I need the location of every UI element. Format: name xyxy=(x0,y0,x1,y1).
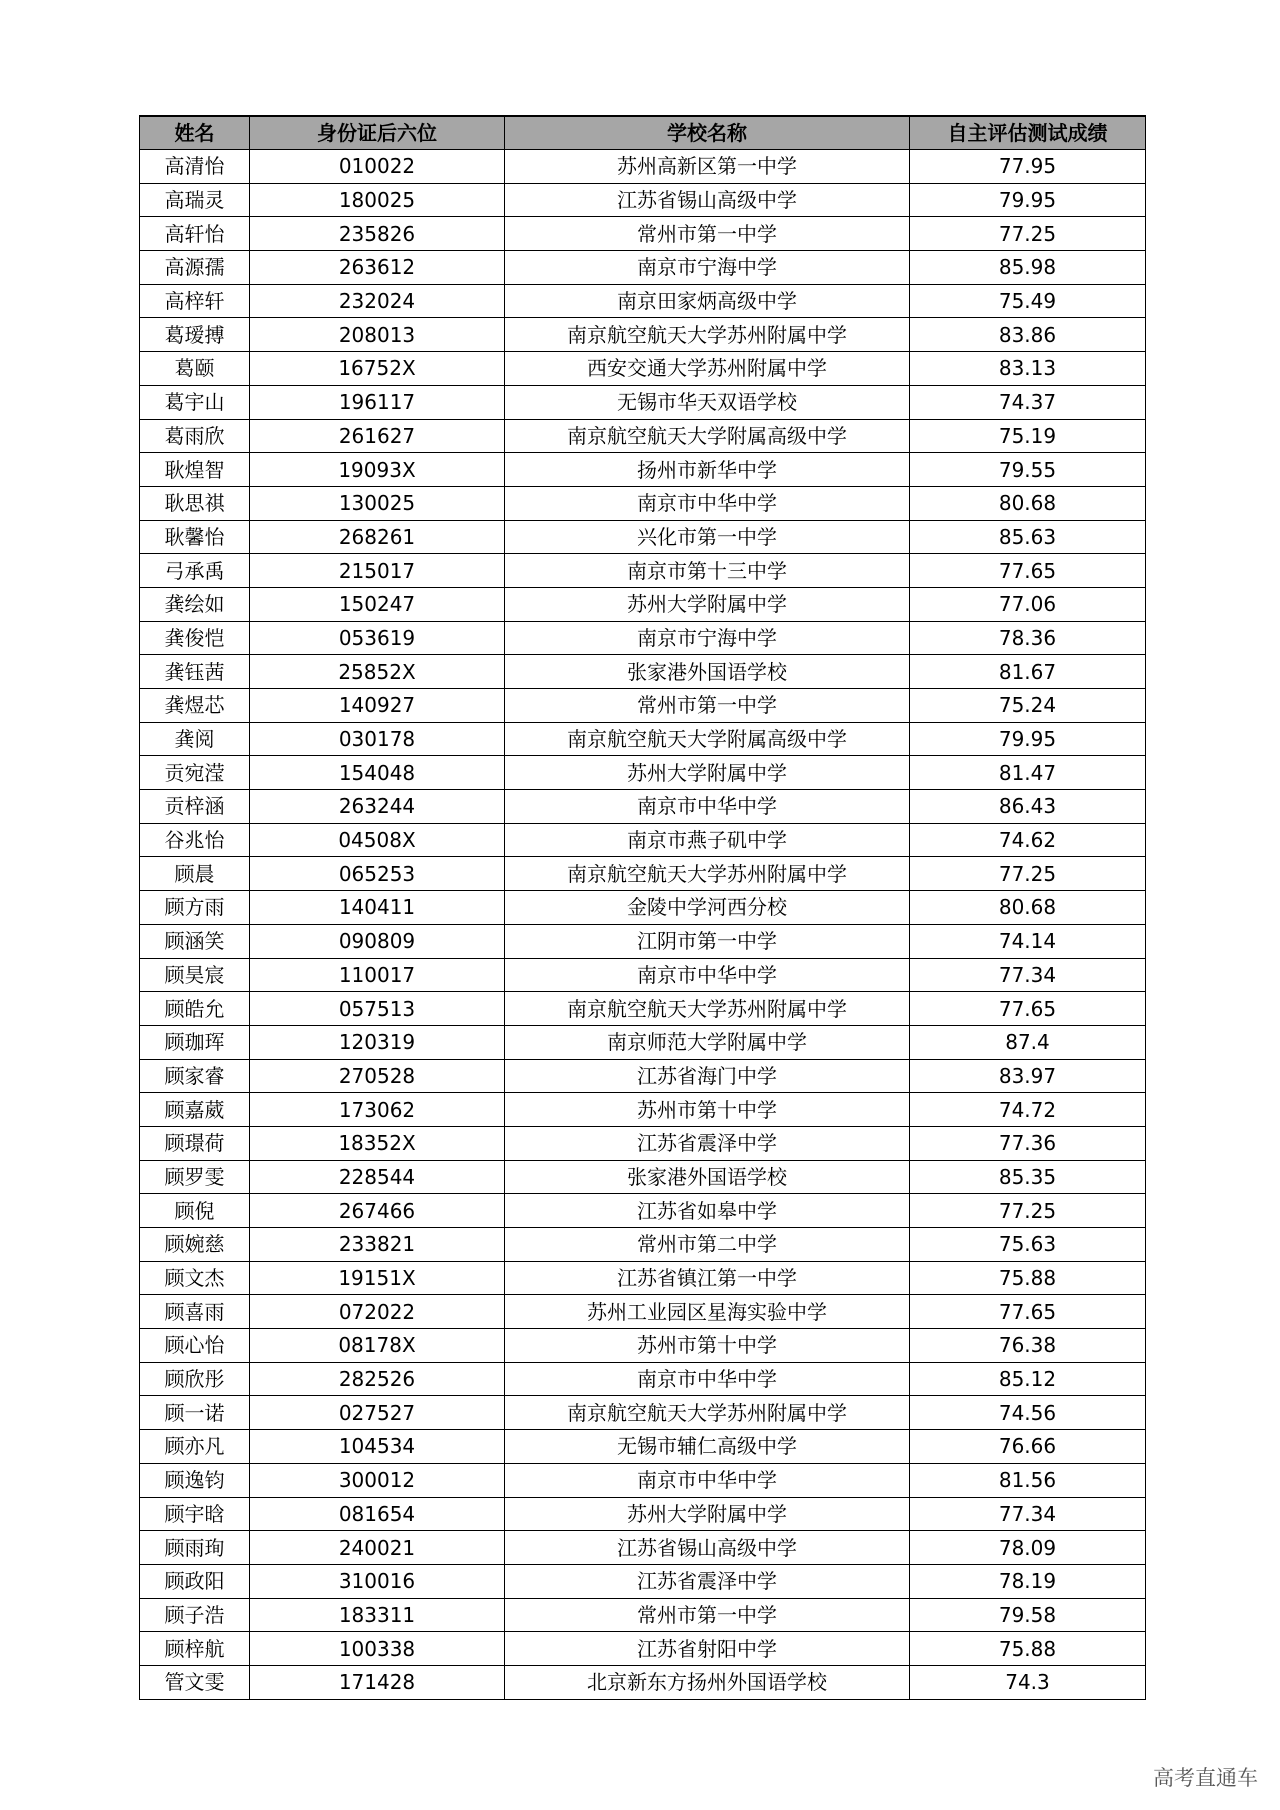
table-row xyxy=(140,790,1146,824)
table-row xyxy=(140,1665,1146,1699)
table-row xyxy=(140,1497,1146,1531)
cell-school: 苏州市第十中学 xyxy=(505,1093,910,1127)
cell-id-last-six: 081654 xyxy=(250,1497,505,1531)
table-row xyxy=(140,1025,1146,1059)
cell-school: 兴化市第一中学 xyxy=(505,520,910,554)
cell-name: 耿思祺 xyxy=(140,486,250,520)
cell-name: 高瑞灵 xyxy=(140,183,250,217)
table-row xyxy=(140,689,1146,723)
cell-school: 南京市宁海中学 xyxy=(505,251,910,285)
cell-score: 77.25 xyxy=(910,217,1146,251)
cell-id-last-six: 072022 xyxy=(250,1295,505,1329)
table-row xyxy=(140,1463,1146,1497)
cell-id-last-six: 267466 xyxy=(250,1194,505,1228)
cell-id-last-six: 171428 xyxy=(250,1665,505,1699)
table-row xyxy=(140,1430,1146,1464)
cell-score: 77.06 xyxy=(910,587,1146,621)
cell-school: 南京市中华中学 xyxy=(505,958,910,992)
cell-school: 南京市第十三中学 xyxy=(505,554,910,588)
cell-name: 高清怡 xyxy=(140,150,250,184)
cell-school: 江苏省锡山高级中学 xyxy=(505,1531,910,1565)
cell-score: 77.65 xyxy=(910,554,1146,588)
cell-score: 79.58 xyxy=(910,1598,1146,1632)
cell-school: 苏州市第十中学 xyxy=(505,1329,910,1363)
cell-id-last-six: 228544 xyxy=(250,1160,505,1194)
cell-name: 顾珈珲 xyxy=(140,1025,250,1059)
cell-school: 江苏省锡山高级中学 xyxy=(505,183,910,217)
cell-score: 77.95 xyxy=(910,150,1146,184)
cell-school: 江苏省如皋中学 xyxy=(505,1194,910,1228)
cell-name: 顾倪 xyxy=(140,1194,250,1228)
cell-score: 77.34 xyxy=(910,1497,1146,1531)
cell-score: 76.66 xyxy=(910,1430,1146,1464)
cell-name: 顾一诺 xyxy=(140,1396,250,1430)
cell-score: 74.62 xyxy=(910,823,1146,857)
cell-name: 顾逸钧 xyxy=(140,1463,250,1497)
cell-school: 南京航空航天大学附属高级中学 xyxy=(505,419,910,453)
cell-school: 常州市第一中学 xyxy=(505,1598,910,1632)
cell-score: 75.49 xyxy=(910,284,1146,318)
table-row xyxy=(140,587,1146,621)
table-row xyxy=(140,823,1146,857)
cell-school: 苏州大学附属中学 xyxy=(505,756,910,790)
cell-id-last-six: 140927 xyxy=(250,689,505,723)
cell-id-last-six: 090809 xyxy=(250,924,505,958)
cell-id-last-six: 140411 xyxy=(250,891,505,925)
cell-score: 79.95 xyxy=(910,722,1146,756)
table-row xyxy=(140,486,1146,520)
cell-score: 74.37 xyxy=(910,385,1146,419)
cell-id-last-six: 04508X xyxy=(250,823,505,857)
cell-name: 顾涵笑 xyxy=(140,924,250,958)
cell-id-last-six: 104534 xyxy=(250,1430,505,1464)
cell-name: 龚俊恺 xyxy=(140,621,250,655)
cell-id-last-six: 232024 xyxy=(250,284,505,318)
table-row xyxy=(140,318,1146,352)
cell-school: 南京田家炳高级中学 xyxy=(505,284,910,318)
cell-school: 南京航空航天大学苏州附属中学 xyxy=(505,992,910,1026)
cell-score: 80.68 xyxy=(910,486,1146,520)
cell-name: 顾罗雯 xyxy=(140,1160,250,1194)
table-row xyxy=(140,1598,1146,1632)
cell-school: 南京市燕子矶中学 xyxy=(505,823,910,857)
table-row xyxy=(140,352,1146,386)
cell-score: 81.47 xyxy=(910,756,1146,790)
table-row xyxy=(140,385,1146,419)
cell-name: 顾皓允 xyxy=(140,992,250,1026)
cell-id-last-six: 263244 xyxy=(250,790,505,824)
cell-school: 南京市中华中学 xyxy=(505,1362,910,1396)
table-row xyxy=(140,217,1146,251)
cell-name: 龚煜芯 xyxy=(140,689,250,723)
cell-score: 75.63 xyxy=(910,1228,1146,1262)
table-body xyxy=(140,150,1146,1700)
cell-name: 顾晨 xyxy=(140,857,250,891)
cell-name: 耿馨怡 xyxy=(140,520,250,554)
cell-id-last-six: 100338 xyxy=(250,1632,505,1666)
cell-school: 苏州大学附属中学 xyxy=(505,1497,910,1531)
table-row xyxy=(140,1632,1146,1666)
header-id-last-six: 身份证后六位 xyxy=(250,116,505,150)
cell-score: 77.34 xyxy=(910,958,1146,992)
cell-id-last-six: 310016 xyxy=(250,1564,505,1598)
cell-name: 谷兆怡 xyxy=(140,823,250,857)
header-school: 学校名称 xyxy=(505,116,910,150)
table-row xyxy=(140,655,1146,689)
table-row xyxy=(140,251,1146,285)
cell-id-last-six: 240021 xyxy=(250,1531,505,1565)
cell-id-last-six: 196117 xyxy=(250,385,505,419)
cell-school: 江苏省射阳中学 xyxy=(505,1632,910,1666)
table-row xyxy=(140,1396,1146,1430)
cell-score: 85.63 xyxy=(910,520,1146,554)
cell-id-last-six: 057513 xyxy=(250,992,505,1026)
cell-school: 江苏省震泽中学 xyxy=(505,1564,910,1598)
cell-name: 顾心怡 xyxy=(140,1329,250,1363)
cell-id-last-six: 183311 xyxy=(250,1598,505,1632)
cell-score: 85.98 xyxy=(910,251,1146,285)
cell-score: 87.4 xyxy=(910,1025,1146,1059)
cell-score: 75.88 xyxy=(910,1261,1146,1295)
cell-id-last-six: 19151X xyxy=(250,1261,505,1295)
cell-school: 江苏省震泽中学 xyxy=(505,1126,910,1160)
table-row xyxy=(140,1059,1146,1093)
cell-school: 常州市第一中学 xyxy=(505,689,910,723)
table-row xyxy=(140,1295,1146,1329)
cell-school: 张家港外国语学校 xyxy=(505,655,910,689)
table-row xyxy=(140,554,1146,588)
cell-score: 77.36 xyxy=(910,1126,1146,1160)
cell-name: 贡梓涵 xyxy=(140,790,250,824)
table-row xyxy=(140,958,1146,992)
cell-school: 金陵中学河西分校 xyxy=(505,891,910,925)
cell-name: 葛宇山 xyxy=(140,385,250,419)
table-row xyxy=(140,453,1146,487)
cell-name: 顾政阳 xyxy=(140,1564,250,1598)
cell-school: 无锡市华天双语学校 xyxy=(505,385,910,419)
table-row xyxy=(140,1228,1146,1262)
cell-school: 西安交通大学苏州附属中学 xyxy=(505,352,910,386)
cell-id-last-six: 027527 xyxy=(250,1396,505,1430)
cell-score: 74.56 xyxy=(910,1396,1146,1430)
cell-school: 南京航空航天大学附属高级中学 xyxy=(505,722,910,756)
cell-name: 顾璟荷 xyxy=(140,1126,250,1160)
cell-school: 南京市宁海中学 xyxy=(505,621,910,655)
cell-name: 顾婉慈 xyxy=(140,1228,250,1262)
cell-name: 葛颐 xyxy=(140,352,250,386)
table-row xyxy=(140,1194,1146,1228)
table-row xyxy=(140,419,1146,453)
cell-school: 南京航空航天大学苏州附属中学 xyxy=(505,857,910,891)
cell-name: 顾宇晗 xyxy=(140,1497,250,1531)
cell-id-last-six: 130025 xyxy=(250,486,505,520)
cell-score: 78.36 xyxy=(910,621,1146,655)
cell-id-last-six: 270528 xyxy=(250,1059,505,1093)
table-row xyxy=(140,857,1146,891)
cell-score: 76.38 xyxy=(910,1329,1146,1363)
cell-id-last-six: 18352X xyxy=(250,1126,505,1160)
cell-name: 顾嘉葳 xyxy=(140,1093,250,1127)
cell-id-last-six: 282526 xyxy=(250,1362,505,1396)
cell-school: 南京市中华中学 xyxy=(505,790,910,824)
cell-score: 78.09 xyxy=(910,1531,1146,1565)
table-row xyxy=(140,992,1146,1026)
cell-name: 龚阅 xyxy=(140,722,250,756)
table-row xyxy=(140,520,1146,554)
cell-score: 77.25 xyxy=(910,857,1146,891)
cell-school: 张家港外国语学校 xyxy=(505,1160,910,1194)
table-row xyxy=(140,183,1146,217)
cell-school: 常州市第二中学 xyxy=(505,1228,910,1262)
cell-name: 葛雨欣 xyxy=(140,419,250,453)
cell-score: 80.68 xyxy=(910,891,1146,925)
cell-name: 顾梓航 xyxy=(140,1632,250,1666)
cell-id-last-six: 030178 xyxy=(250,722,505,756)
cell-school: 扬州市新华中学 xyxy=(505,453,910,487)
cell-id-last-six: 154048 xyxy=(250,756,505,790)
cell-id-last-six: 233821 xyxy=(250,1228,505,1262)
cell-score: 74.3 xyxy=(910,1665,1146,1699)
cell-school: 南京师范大学附属中学 xyxy=(505,1025,910,1059)
cell-school: 江苏省海门中学 xyxy=(505,1059,910,1093)
cell-score: 75.88 xyxy=(910,1632,1146,1666)
table-header xyxy=(140,116,1146,150)
cell-score: 85.35 xyxy=(910,1160,1146,1194)
cell-score: 83.13 xyxy=(910,352,1146,386)
table-row xyxy=(140,924,1146,958)
cell-id-last-six: 235826 xyxy=(250,217,505,251)
cell-id-last-six: 16752X xyxy=(250,352,505,386)
cell-school: 南京市中华中学 xyxy=(505,1463,910,1497)
cell-school: 北京新东方扬州外国语学校 xyxy=(505,1665,910,1699)
cell-name: 顾亦凡 xyxy=(140,1430,250,1464)
cell-id-last-six: 110017 xyxy=(250,958,505,992)
cell-name: 管文雯 xyxy=(140,1665,250,1699)
cell-school: 南京航空航天大学苏州附属中学 xyxy=(505,318,910,352)
cell-name: 顾雨珣 xyxy=(140,1531,250,1565)
cell-score: 74.72 xyxy=(910,1093,1146,1127)
cell-school: 无锡市辅仁高级中学 xyxy=(505,1430,910,1464)
cell-school: 苏州大学附属中学 xyxy=(505,587,910,621)
cell-name: 龚绘如 xyxy=(140,587,250,621)
cell-id-last-six: 053619 xyxy=(250,621,505,655)
cell-name: 顾子浩 xyxy=(140,1598,250,1632)
table-row xyxy=(140,756,1146,790)
cell-school: 江阴市第一中学 xyxy=(505,924,910,958)
cell-name: 葛瑷搏 xyxy=(140,318,250,352)
cell-score: 83.97 xyxy=(910,1059,1146,1093)
cell-id-last-six: 065253 xyxy=(250,857,505,891)
table-row xyxy=(140,722,1146,756)
table-row xyxy=(140,284,1146,318)
cell-id-last-six: 25852X xyxy=(250,655,505,689)
cell-score: 77.65 xyxy=(910,992,1146,1026)
cell-id-last-six: 268261 xyxy=(250,520,505,554)
table-row xyxy=(140,1093,1146,1127)
cell-name: 贡宛滢 xyxy=(140,756,250,790)
cell-score: 81.67 xyxy=(910,655,1146,689)
cell-name: 龚钰茜 xyxy=(140,655,250,689)
table-row xyxy=(140,1564,1146,1598)
cell-school: 常州市第一中学 xyxy=(505,217,910,251)
cell-id-last-six: 19093X xyxy=(250,453,505,487)
cell-score: 85.12 xyxy=(910,1362,1146,1396)
cell-id-last-six: 120319 xyxy=(250,1025,505,1059)
table-row xyxy=(140,621,1146,655)
cell-name: 顾家睿 xyxy=(140,1059,250,1093)
cell-id-last-six: 261627 xyxy=(250,419,505,453)
cell-score: 78.19 xyxy=(910,1564,1146,1598)
score-sheet xyxy=(139,115,1145,1700)
cell-id-last-six: 300012 xyxy=(250,1463,505,1497)
cell-name: 高源孺 xyxy=(140,251,250,285)
table-row xyxy=(140,1126,1146,1160)
cell-name: 顾喜雨 xyxy=(140,1295,250,1329)
cell-id-last-six: 180025 xyxy=(250,183,505,217)
cell-id-last-six: 208013 xyxy=(250,318,505,352)
header-row xyxy=(140,116,1146,150)
cell-name: 耿煌智 xyxy=(140,453,250,487)
cell-name: 弓承禹 xyxy=(140,554,250,588)
cell-score: 81.56 xyxy=(910,1463,1146,1497)
cell-school: 苏州工业园区星海实验中学 xyxy=(505,1295,910,1329)
table-row xyxy=(140,1329,1146,1363)
cell-score: 74.14 xyxy=(910,924,1146,958)
cell-id-last-six: 173062 xyxy=(250,1093,505,1127)
footer-watermark: 高考直通车 xyxy=(1153,1766,1258,1790)
cell-school: 南京航空航天大学苏州附属中学 xyxy=(505,1396,910,1430)
cell-id-last-six: 150247 xyxy=(250,587,505,621)
table-row xyxy=(140,150,1146,184)
cell-score: 77.65 xyxy=(910,1295,1146,1329)
cell-score: 75.19 xyxy=(910,419,1146,453)
cell-name: 顾文杰 xyxy=(140,1261,250,1295)
cell-name: 顾方雨 xyxy=(140,891,250,925)
cell-name: 顾欣彤 xyxy=(140,1362,250,1396)
table-row xyxy=(140,1362,1146,1396)
cell-score: 79.95 xyxy=(910,183,1146,217)
cell-school: 苏州高新区第一中学 xyxy=(505,150,910,184)
table-row xyxy=(140,1160,1146,1194)
score-table xyxy=(139,115,1146,1700)
cell-id-last-six: 010022 xyxy=(250,150,505,184)
cell-score: 75.24 xyxy=(910,689,1146,723)
header-name: 姓名 xyxy=(140,116,250,150)
cell-score: 86.43 xyxy=(910,790,1146,824)
table-row xyxy=(140,1261,1146,1295)
cell-name: 高轩怡 xyxy=(140,217,250,251)
cell-school: 江苏省镇江第一中学 xyxy=(505,1261,910,1295)
cell-score: 83.86 xyxy=(910,318,1146,352)
cell-school: 南京市中华中学 xyxy=(505,486,910,520)
cell-name: 顾昊宸 xyxy=(140,958,250,992)
table-row xyxy=(140,1531,1146,1565)
cell-score: 79.55 xyxy=(910,453,1146,487)
cell-id-last-six: 215017 xyxy=(250,554,505,588)
cell-id-last-six: 08178X xyxy=(250,1329,505,1363)
cell-id-last-six: 263612 xyxy=(250,251,505,285)
cell-score: 77.25 xyxy=(910,1194,1146,1228)
header-score: 自主评估测试成绩 xyxy=(910,116,1146,150)
table-row xyxy=(140,891,1146,925)
cell-name: 高梓轩 xyxy=(140,284,250,318)
